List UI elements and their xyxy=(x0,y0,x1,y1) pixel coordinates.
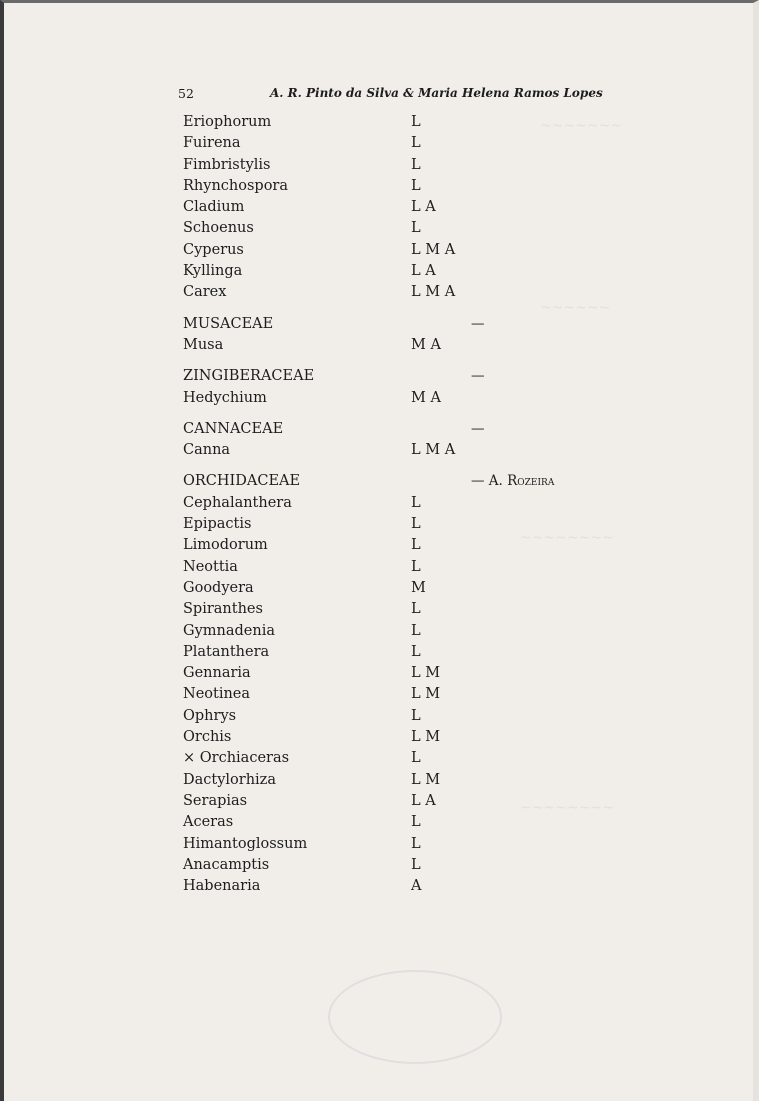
family-row xyxy=(183,419,583,440)
distribution-codes: L A xyxy=(411,263,436,280)
distribution-codes: L M A xyxy=(411,442,456,459)
genus-row xyxy=(183,684,583,705)
distribution-codes: L xyxy=(411,516,421,533)
genus-row xyxy=(183,282,583,303)
family-author: — xyxy=(471,368,485,385)
distribution-codes: L xyxy=(411,177,421,194)
genus-name: Hedychium xyxy=(183,389,267,406)
genus-row xyxy=(183,335,583,356)
genus-row xyxy=(183,133,583,154)
distribution-codes: L xyxy=(411,601,421,618)
genus-name: Goodyera xyxy=(183,579,254,596)
family-name: ORCHIDACEAE xyxy=(183,473,301,490)
genus-name: Rhynchospora xyxy=(183,177,289,194)
distribution-codes: L xyxy=(411,494,421,511)
genus-name: Serapias xyxy=(183,792,248,809)
bleed-through-text: ~~~~~~~ xyxy=(540,118,623,134)
genus-name: Neotinea xyxy=(183,686,251,703)
genus-row xyxy=(183,599,583,620)
distribution-codes: L M A xyxy=(411,284,456,301)
genus-name: Canna xyxy=(183,442,231,459)
family-author: — xyxy=(471,420,485,437)
genus-row xyxy=(183,621,583,642)
genus-row xyxy=(183,557,583,578)
bleed-through-text: ~~~~~~ xyxy=(540,300,611,316)
genus-name: Orchis xyxy=(183,729,232,746)
genus-name: Gennaria xyxy=(183,665,251,682)
genus-name: Cyperus xyxy=(183,241,244,258)
genus-name: Anacamptis xyxy=(183,856,270,873)
distribution-codes: L xyxy=(411,537,421,554)
genus-row xyxy=(183,663,583,684)
genus-row xyxy=(183,578,583,599)
genus-row xyxy=(183,834,583,855)
distribution-codes: L M A xyxy=(411,241,456,258)
genus-row xyxy=(183,218,583,239)
distribution-codes: M xyxy=(411,579,426,596)
genus-name: Ophrys xyxy=(183,707,237,724)
page-number: 52 xyxy=(178,86,194,101)
family-row xyxy=(183,314,583,335)
family-author: — A. Rozeira xyxy=(471,473,555,490)
genus-row xyxy=(183,261,583,282)
distribution-codes: L xyxy=(411,156,421,173)
library-stamp-bleed xyxy=(328,970,502,1064)
genus-name: Platanthera xyxy=(183,643,270,660)
genus-row xyxy=(183,440,583,461)
genus-row xyxy=(183,812,583,833)
genus-name: Spiranthes xyxy=(183,601,263,618)
genus-row xyxy=(183,388,583,409)
genus-name: Neottia xyxy=(183,558,238,575)
distribution-codes: A xyxy=(411,878,422,895)
distribution-codes: L A xyxy=(411,792,436,809)
family-name: MUSACEAE xyxy=(183,315,274,332)
genus-name: Fimbristylis xyxy=(183,156,271,173)
genus-name: Carex xyxy=(183,284,227,301)
genus-name: Kyllinga xyxy=(183,263,243,280)
genus-row xyxy=(183,876,583,897)
distribution-codes: L xyxy=(411,856,421,873)
distribution-codes: L M xyxy=(411,665,441,682)
genus-row xyxy=(183,493,583,514)
taxa-list xyxy=(183,112,583,897)
distribution-codes: L M xyxy=(411,729,441,746)
genus-name: Habenaria xyxy=(183,878,261,895)
distribution-codes: L M xyxy=(411,686,441,703)
genus-row xyxy=(183,155,583,176)
family-row xyxy=(183,471,583,492)
distribution-codes: L xyxy=(411,643,421,660)
genus-name: Cephalanthera xyxy=(183,494,292,511)
distribution-codes: L A xyxy=(411,199,436,216)
genus-row xyxy=(183,791,583,812)
genus-name: Cladium xyxy=(183,199,245,216)
bleed-through-text: ~~~~~~~~ xyxy=(520,530,614,546)
family-name: ZINGIBERACEAE xyxy=(183,368,315,385)
distribution-codes: M A xyxy=(411,336,441,353)
distribution-codes: L xyxy=(411,114,421,130)
distribution-codes: L xyxy=(411,135,421,152)
genus-row xyxy=(183,727,583,748)
running-header xyxy=(178,86,603,106)
genus-row xyxy=(183,642,583,663)
genus-name: Gymnadenia xyxy=(183,622,275,639)
genus-name: × Orchiaceras xyxy=(183,750,290,767)
genus-row xyxy=(183,855,583,876)
bleed-through-text: ~~~~~~~~ xyxy=(520,800,614,816)
genus-row xyxy=(183,176,583,197)
genus-name: Epipactis xyxy=(183,516,252,533)
genus-row xyxy=(183,197,583,218)
genus-row xyxy=(183,535,583,556)
distribution-codes: L xyxy=(411,622,421,639)
genus-name: Musa xyxy=(183,336,224,353)
family-author: — xyxy=(471,315,485,332)
distribution-codes: L M xyxy=(411,771,441,788)
genus-name: Fuirena xyxy=(183,135,241,152)
family-row xyxy=(183,366,583,387)
genus-row xyxy=(183,514,583,535)
genus-name: Himantoglossum xyxy=(183,835,308,852)
genus-name: Aceras xyxy=(183,814,234,831)
distribution-codes: L xyxy=(411,750,421,767)
running-header-authors: A. R. Pinto da Silva & Maria Helena Ramos Lopes xyxy=(270,86,603,100)
genus-name: Dactylorhiza xyxy=(183,771,276,788)
genus-row xyxy=(183,706,583,727)
distribution-codes: L xyxy=(411,835,421,852)
genus-name: Eriophorum xyxy=(183,114,272,130)
distribution-codes: L xyxy=(411,558,421,575)
distribution-codes: L xyxy=(411,814,421,831)
genus-row xyxy=(183,748,583,769)
genus-row xyxy=(183,240,583,261)
family-name: CANNACEAE xyxy=(183,420,284,437)
genus-row xyxy=(183,112,583,133)
distribution-codes: M A xyxy=(411,389,441,406)
distribution-codes: L xyxy=(411,220,421,237)
genus-name: Limodorum xyxy=(183,537,268,554)
genus-name: Schoenus xyxy=(183,220,254,237)
distribution-codes: L xyxy=(411,707,421,724)
genus-row xyxy=(183,770,583,791)
